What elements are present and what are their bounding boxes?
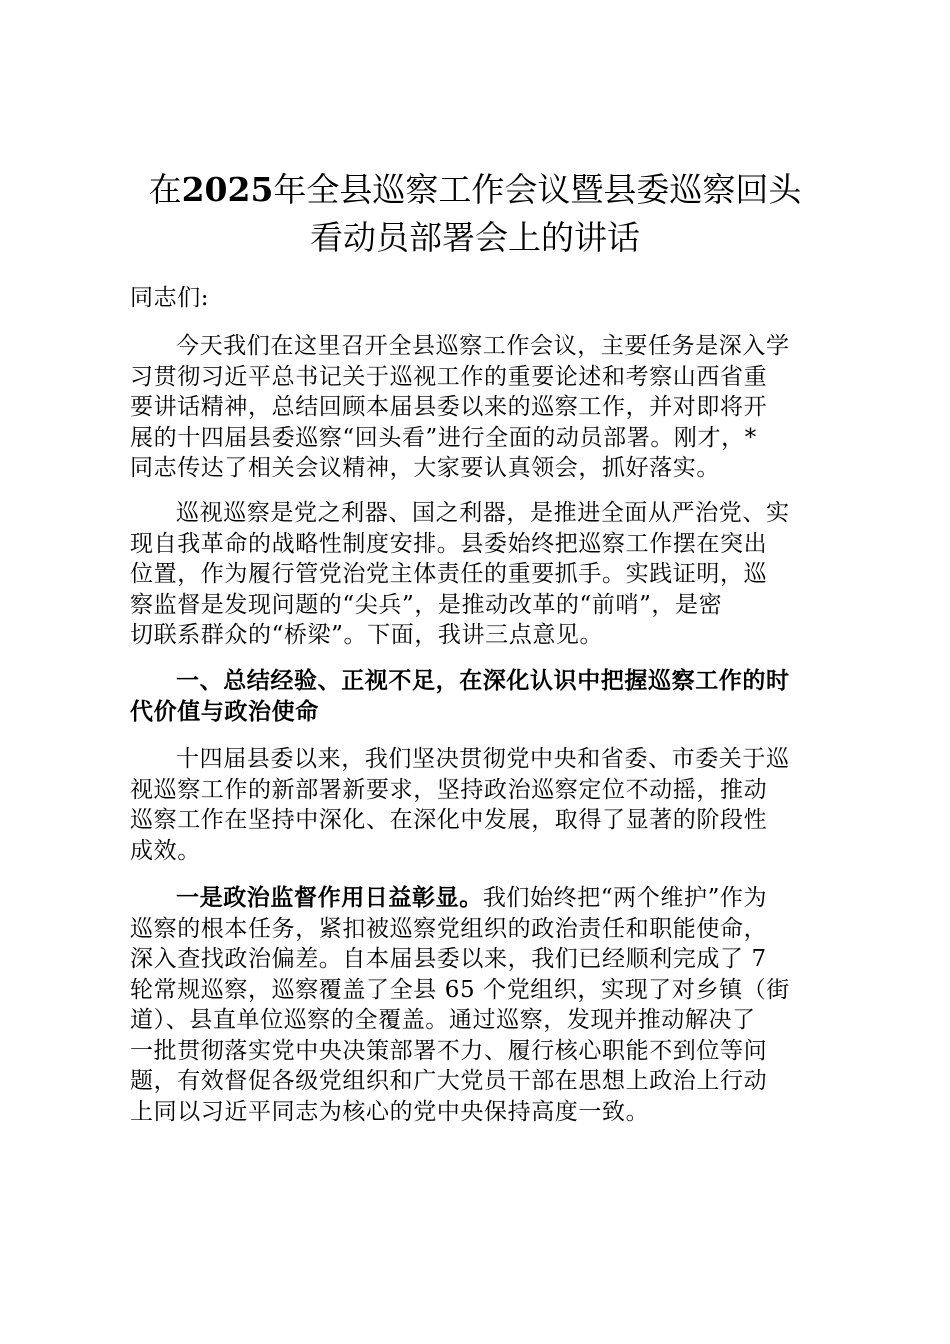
section-heading-1 <box>130 666 830 727</box>
title-prefix: 在 <box>148 170 182 209</box>
paragraph-3-line: 成效。 <box>130 837 201 864</box>
paragraph-2-line: 察监督是发现问题的“尖兵”，是推动改革的“前哨”，是密 <box>130 591 723 618</box>
paragraph-1-line: 展的十四届县委巡察“回头看”进行全面的动员部署。刚才，* <box>130 424 757 451</box>
paragraph-1-line: 今天我们在这里召开全县巡察工作会议，主要任务是深入学 <box>176 333 790 359</box>
paragraph-1 <box>130 331 830 484</box>
paragraph-2-line: 巡视巡察是党之利器、国之利器，是推进全面从严治党、实 <box>176 500 790 526</box>
paragraph-4-first-line <box>130 883 830 914</box>
salutation: 同志们: <box>130 285 210 311</box>
document-title <box>120 166 830 262</box>
paragraph-4-lead: 一是政治监督作用日益彰显。 <box>176 884 483 911</box>
paragraph-2 <box>130 498 830 651</box>
paragraph-3 <box>130 744 830 866</box>
paragraph-2-line: 切联系群众的“桥梁”。下面，我讲三点意见。 <box>130 622 604 648</box>
section-heading-line: 一、总结经验、正视不足，在深化认识中把握巡察工作的时 <box>176 667 790 694</box>
paragraph-3-line: 巡察工作在坚持中深化、在深化中发展，取得了显著的阶段性 <box>130 807 768 833</box>
title-line-2: 看动员部署会上的讲话 <box>310 218 640 257</box>
paragraph-2-line: 现自我革命的战略性制度安排。县委始终把巡察工作摆在突出 <box>130 530 768 557</box>
title-line-1 <box>120 166 830 214</box>
paragraph-4-line: 轮常规巡察，巡察覆盖了全县 65 个党组织，实现了对乡镇（街 <box>130 976 790 1003</box>
paragraph-1-line: 习贯彻习近平总书记关于巡视工作的重要论述和考察山西省重 <box>130 363 768 390</box>
paragraph-3-line: 视巡察工作的新部署新要求，坚持政治巡察定位不动摇，推动 <box>130 776 768 803</box>
paragraph-1-line: 同志传达了相关会议精神，大家要认真领会，抓好落实。 <box>130 455 720 481</box>
section-heading-line: 代价值与政治使命 <box>130 697 319 725</box>
paragraph-4 <box>130 883 830 1127</box>
paragraph-4-line: 题，有效督促各级党组织和广大党员干部在思想上政治上行动 <box>130 1068 768 1094</box>
paragraph-4-line: 一批贯彻落实党中央决策部署不力、履行核心职能不到位等问 <box>130 1037 768 1064</box>
paragraph-4-line: 上同以习近平同志为核心的党中央保持高度一致。 <box>130 1098 650 1125</box>
paragraph-4-line: 道）、县直单位巡察的全覆盖。通过巡察，发现并推动解决了 <box>130 1007 756 1033</box>
title-year: 2025 <box>181 170 274 209</box>
paragraph-4-line: 深入查找政治偏差。自本届县委以来，我们已经顺利完成了 7 <box>130 946 767 972</box>
paragraph-4-line: 巡察的根本任务，紧扣被巡察党组织的政治责任和职能使命， <box>130 915 768 942</box>
paragraph-2-line: 位置，作为履行管党治党主体责任的重要抓手。实践证明，巡 <box>130 561 768 587</box>
paragraph-3-line: 十四届县委以来，我们坚决贯彻党中央和省委、市委关于巡 <box>176 746 790 772</box>
title-suffix: 年全县巡察工作会议暨县委巡察回头 <box>273 170 802 209</box>
paragraph-1-line: 要讲话精神，总结回顾本届县委以来的巡察工作，并对即将开 <box>130 394 768 420</box>
paragraph-4-first-line-rest: 我们始终把“两个维护”作为 <box>482 885 768 911</box>
